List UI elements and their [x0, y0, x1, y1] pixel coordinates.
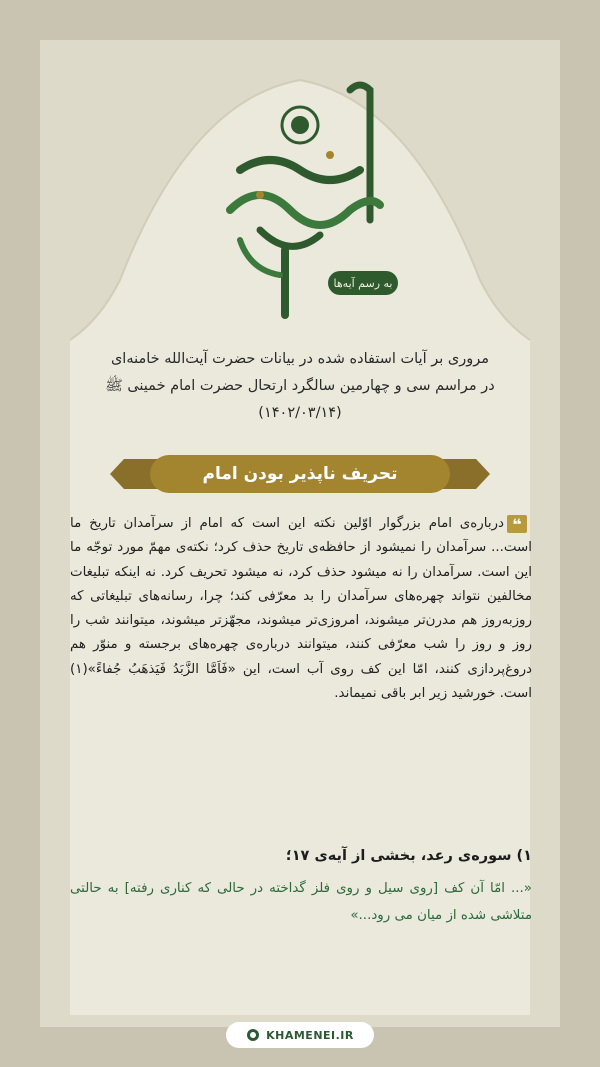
intro-line-1: مروری بر آیات استفاده شده در بیانات حضرت آیت‌الله خامنه‌ای	[110, 351, 490, 367]
section-title: تحریف ناپذیر بودن امام	[150, 455, 450, 493]
body-paragraph: درباره‌ی امام بزرگوار اوّلین نکته این است که امام از سرآمدان تاریخ ما است... سرآمدان را نمیشود از حافظه‌ی تاریخ حذف کرد؛ نکته‌ی مهمّ مورد توجّه ما این است. سرآمدان را نه میشود حذف کرد، نه میشود تحریف کرد. نه اینکه تبلیغات مخالفین نتواند چهره‌های سرآمدان را بد معرّفی کند؛ چرا، رسانه‌های تبلیغاتی که روزبه‌روز هم مدرن‌تر میشوند، امروزی‌تر میشوند، مجهّزتر میشوند، میتوانند شب را روز و روز را شب معرّفی کنند، میتوانند درباره‌ی چهره‌های برجسته و منوّر هم دروغ‌پردازی کنند، امّا این کف روی آب است، این «فَاَمَّا الزَّبَدُ فَیَذهَبُ جُفاءً»(۱) است. خورشید زیر ابر باقی نمیماند.	[70, 516, 532, 702]
quote-icon: ❝	[507, 515, 527, 533]
khamenei-emblem-icon	[246, 1028, 260, 1042]
logo-badge: به رسم آیه‌ها	[328, 271, 398, 295]
reference-title: ۱) سوره‌ی رعد، بخشی از آیه‌ی ۱۷؛	[285, 848, 532, 864]
intro-text	[70, 346, 530, 427]
footer-brand-text: KHAMENEI.IR	[266, 1028, 354, 1042]
reference-text: «... امّا آن کف [روی سیل و روی فلز گداخته در حالی که کناری رفته] به حالتی متلاشی شده از میان می رود...»	[70, 881, 532, 923]
intro-date: (۱۴۰۲/۰۳/۱۴)	[258, 405, 342, 421]
body-text	[70, 512, 532, 706]
footer-brand[interactable]	[226, 1022, 374, 1048]
intro-line-2: در مراسم سی و چهارمین سالگرد ارتحال حضرت امام خمینی ﷺ	[105, 378, 495, 394]
section-title-bar	[110, 455, 490, 493]
